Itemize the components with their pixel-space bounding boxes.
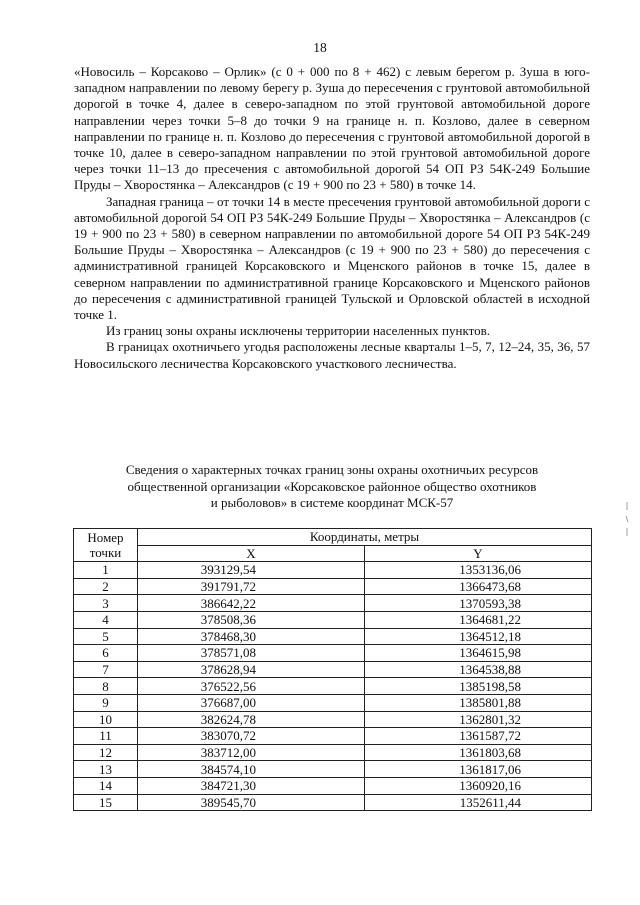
table-row	[74, 595, 592, 612]
x-coordinate-cell: 378468,30	[138, 628, 365, 645]
y-coordinate-cell: 1353136,06	[365, 562, 592, 579]
point-number-cell: 14	[74, 777, 138, 794]
caption-line: Сведения о характерных точках границ зоны охраны охотничьих ресурсов	[125, 462, 539, 477]
y-coordinate-cell: 1360920,16	[365, 777, 592, 794]
point-number-cell: 15	[74, 794, 138, 811]
paragraph-continuation: «Новосиль – Корсаково – Орлик» (с 0 + 000 по 8 + 462) с левым берегом р. Зуша в юго-западном направлении по левому берегу р. Зуша до пересечения с грунтовой автомобильной дорогой в точке 4, далее в северо-западном по этой грунтовой автомобильной дороге направлении через точки 5–8 до точки 9 на границе н. п. Козлово, далее в северном направлении по границе н. п. Козлово до пересечения с грунтовой автомобильной дорогой в точке 10, далее в северо-западном направлении по этой грунтовой автомобильной дороге через точки 11–13 до пресечения с автомобильной дорогой 54 ОП РЗ 54К-249 Большие Пруды – Хворостянка – Александров (с 19 + 900 по 23 + 580) в точке 14.	[74, 64, 590, 193]
y-coordinate-cell: 1385801,88	[365, 694, 592, 711]
paragraph-western-border: Западная граница – от точки 14 в месте пресечения грунтовой автомобильной дороги с автомобильной дорогой 54 ОП РЗ 54К-249 Большие Пруды – Хворостянка – Александров (с 19 + 900 по 23 + 580) в северном направлении по автомобильной дороге 54 ОП РЗ 54К-249 Большие Пруды – Хворостянка – Александров (с 19 + 900 по 23 + 580) до пересечения с административной границей Корсаковского и Мценского районов в точке 15, далее в северном направлении по административной границе Корсаковского и Мценского районов до пересечения с административной границей Тульской и Орловской областей в исходной точке 1.	[74, 193, 590, 323]
header-number-line: Номер	[87, 530, 124, 546]
page-number: 18	[313, 40, 327, 55]
table-caption	[74, 462, 590, 512]
header-y: Y	[365, 545, 592, 562]
header-point-number	[74, 529, 138, 562]
y-coordinate-cell: 1362801,32	[365, 711, 592, 728]
x-coordinate-cell: 386642,22	[138, 595, 365, 612]
point-number-cell: 11	[74, 728, 138, 745]
table-row	[74, 777, 592, 794]
table-row	[74, 562, 592, 579]
table-row	[74, 661, 592, 678]
y-coordinate-cell: 1361587,72	[365, 728, 592, 745]
point-number-cell: 9	[74, 694, 138, 711]
point-number-cell: 7	[74, 661, 138, 678]
table-row	[74, 611, 592, 628]
x-coordinate-cell: 384721,30	[138, 777, 365, 794]
x-coordinate-cell: 384574,10	[138, 761, 365, 778]
paragraph-exclusions: Из границ зоны охраны исключены территории населенных пунктов.	[106, 323, 491, 339]
x-coordinate-cell: 376522,56	[138, 678, 365, 695]
point-number-cell: 5	[74, 628, 138, 645]
table-row	[74, 761, 592, 778]
y-coordinate-cell: 1361817,06	[365, 761, 592, 778]
header-number-line: точки	[89, 545, 122, 561]
point-number-cell: 3	[74, 595, 138, 612]
y-coordinate-cell: 1364538,88	[365, 661, 592, 678]
y-coordinate-cell: 1366473,68	[365, 578, 592, 595]
x-coordinate-cell: 393129,54	[138, 562, 365, 579]
x-coordinate-cell: 376687,00	[138, 694, 365, 711]
point-number-cell: 10	[74, 711, 138, 728]
coordinates-table-body	[74, 562, 592, 811]
table-row	[74, 628, 592, 645]
point-number-cell: 12	[74, 744, 138, 761]
point-number-cell: 8	[74, 678, 138, 695]
point-number-cell: 4	[74, 611, 138, 628]
x-coordinate-cell: 383070,72	[138, 728, 365, 745]
point-number-cell: 1	[74, 562, 138, 579]
table-row	[74, 694, 592, 711]
point-number-cell: 13	[74, 761, 138, 778]
y-coordinate-cell: 1385198,58	[365, 678, 592, 695]
x-coordinate-cell: 383712,00	[138, 744, 365, 761]
table-row	[74, 794, 592, 811]
table-row	[74, 645, 592, 662]
table-row	[74, 578, 592, 595]
table-row	[74, 678, 592, 695]
y-coordinate-cell: 1370593,38	[365, 595, 592, 612]
header-x: X	[138, 545, 365, 562]
x-coordinate-cell: 391791,72	[138, 578, 365, 595]
x-coordinate-cell: 382624,78	[138, 711, 365, 728]
point-number-cell: 2	[74, 578, 138, 595]
table-row	[74, 711, 592, 728]
y-coordinate-cell: 1364615,98	[365, 645, 592, 662]
table-row	[74, 728, 592, 745]
header-coordinates: Координаты, метры	[138, 529, 592, 546]
x-coordinate-cell: 378628,94	[138, 661, 365, 678]
x-coordinate-cell: 378571,08	[138, 645, 365, 662]
y-coordinate-cell: 1364681,22	[365, 611, 592, 628]
point-number-cell: 6	[74, 645, 138, 662]
coordinates-table	[73, 528, 592, 811]
x-coordinate-cell: 378508,36	[138, 611, 365, 628]
y-coordinate-cell: 1352611,44	[365, 794, 592, 811]
body-text	[74, 64, 590, 372]
y-coordinate-cell: 1361803,68	[365, 744, 592, 761]
caption-line: общественной организации «Корсаковское районное общество охотников	[127, 478, 537, 494]
paragraph-forest-quarters: В границах охотничьего угодья расположены лесные кварталы 1–5, 7, 12–24, 35, 36, 57 Новосильского лесничества Корсаковского участкового лесничества.	[74, 339, 590, 371]
y-coordinate-cell: 1364512,18	[365, 628, 592, 645]
x-coordinate-cell: 389545,70	[138, 794, 365, 811]
table-row	[74, 744, 592, 761]
margin-mark	[622, 500, 632, 540]
caption-line: и рыболовов» в системе координат МСК-57	[210, 495, 454, 510]
